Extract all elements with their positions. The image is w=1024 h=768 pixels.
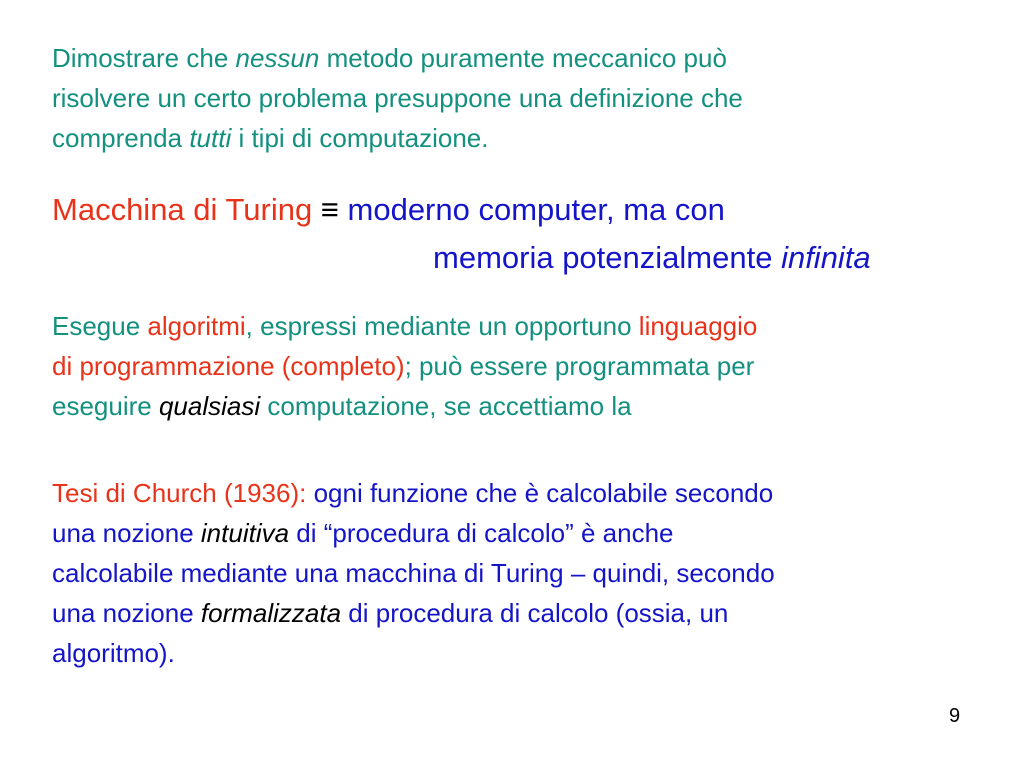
esegue-emphasis-qualsiasi: qualsiasi [158, 391, 261, 421]
church-line-4 [52, 593, 775, 633]
church-paragraph [52, 473, 775, 673]
intro-text: i tipi di computazione. [231, 123, 489, 153]
intro-emphasis-tutti: tutti [189, 123, 232, 153]
turing-label: Macchina di Turing [52, 192, 313, 227]
esegue-text: ; può essere programmata per [404, 351, 755, 381]
turing-emphasis-infinita: infinita [781, 240, 871, 275]
esegue-line-3 [52, 386, 757, 426]
esegue-text: computazione, se accettiamo la [260, 391, 632, 421]
church-emphasis-formalizzata: formalizzata [200, 598, 342, 628]
intro-text: comprenda [52, 123, 190, 153]
turing-definition-text: moderno computer, ma con [347, 192, 725, 227]
esegue-line-1 [52, 306, 757, 346]
intro-emphasis-nessun: nessun [235, 43, 320, 73]
esegue-text: eseguire [52, 391, 159, 421]
church-text: di procedura di calcolo (ossia, un [341, 598, 729, 628]
church-line-3: calcolabile mediante una macchina di Turing – quindi, secondo [52, 558, 775, 588]
keyword-linguaggio: linguaggio [638, 311, 758, 341]
intro-text: metodo puramente meccanico può [319, 43, 727, 73]
church-line-1 [52, 473, 775, 513]
intro-line-3 [52, 118, 743, 158]
intro-text: Dimostrare che [52, 43, 236, 73]
church-text: ogni funzione che è calcolabile secondo [306, 478, 774, 508]
church-line-2 [52, 513, 775, 553]
church-emphasis-intuitiva: intuitiva [200, 518, 290, 548]
intro-paragraph [52, 38, 743, 158]
intro-line-2: risolvere un certo problema presuppone una definizione che [52, 83, 743, 113]
turing-definition-line-2 [433, 236, 871, 280]
church-text: di “procedura di calcolo” è anche [289, 518, 674, 548]
esegue-paragraph [52, 306, 757, 426]
esegue-text: Esegue [52, 311, 148, 341]
page-number: 9 [949, 705, 961, 727]
esegue-text: , espressi mediante un opportuno [245, 311, 639, 341]
church-text: una nozione [52, 598, 201, 628]
turing-definition [52, 188, 725, 232]
church-label: Tesi di Church (1936): [52, 478, 307, 508]
esegue-line-2 [52, 346, 757, 386]
keyword-algoritmi: algoritmi [147, 311, 246, 341]
intro-line-1 [52, 38, 743, 78]
keyword-programmazione: di programmazione (completo) [52, 351, 405, 381]
church-line-5: algoritmo). [52, 638, 175, 668]
church-text: una nozione [52, 518, 201, 548]
equivalence-symbol: ≡ [312, 192, 348, 227]
turing-definition-text: memoria potenzialmente [433, 240, 782, 275]
